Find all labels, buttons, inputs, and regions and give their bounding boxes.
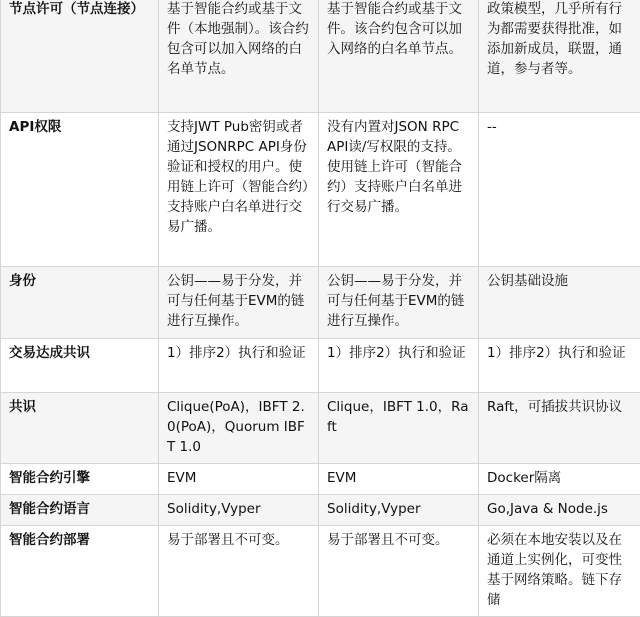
feature-cell: 共识	[1, 393, 159, 464]
table-row	[1, 0, 640, 113]
table-cell: Raft，可插拔共识协议	[479, 393, 640, 464]
feature-cell: 节点许可（节点连接）	[1, 0, 159, 113]
table-cell: 必须在本地安装以及在通道上实例化，可变性基于网络策略。链下存储	[479, 526, 640, 617]
table-cell: 1）排序2）执行和验证	[479, 339, 640, 393]
comparison-table-body	[1, 0, 640, 617]
table-cell: Clique(PoA)，IBFT 2.0(PoA)，Quorum IBFT 1.0	[159, 393, 319, 464]
table-row	[1, 339, 640, 393]
feature-cell: 身份	[1, 267, 159, 339]
table-cell: 易于部署且不可变。	[159, 526, 319, 617]
table-cell: 公钥——易于分发，并可与任何基于EVM的链进行互操作。	[159, 267, 319, 339]
table-cell: 公钥——易于分发，并可与任何基于EVM的链进行互操作。	[319, 267, 479, 339]
table-cell: Clique，IBFT 1.0，Raft	[319, 393, 479, 464]
table-row	[1, 267, 640, 339]
table-cell: Solidity,Vyper	[319, 495, 479, 526]
table-cell: 公钥基础设施	[479, 267, 640, 339]
table-cell: 易于部署且不可变。	[319, 526, 479, 617]
table-row	[1, 495, 640, 526]
table-row	[1, 526, 640, 617]
table-cell: EVM	[159, 464, 319, 495]
table-cell: Docker隔离	[479, 464, 640, 495]
feature-cell: API权限	[1, 113, 159, 267]
feature-cell: 智能合约引擎	[1, 464, 159, 495]
table-row	[1, 113, 640, 267]
table-cell: 1）排序2）执行和验证	[159, 339, 319, 393]
table-cell: 1）排序2）执行和验证	[319, 339, 479, 393]
table-cell: 没有内置对JSON RPC API读/写权限的支持。使用链上许可（智能合约）支持账户白名单进行交易广播。	[319, 113, 479, 267]
table-cell: Solidity,Vyper	[159, 495, 319, 526]
feature-cell: 交易达成共识	[1, 339, 159, 393]
table-cell: 基于智能合约或基于文件。该合约包含可以加入网络的白名单节点。	[319, 0, 479, 113]
table-row	[1, 393, 640, 464]
table-cell: Go,Java & Node.js	[479, 495, 640, 526]
table-cell: 基于智能合约或基于文件（本地强制）。该合约包含可以加入网络的白名单节点。	[159, 0, 319, 113]
table-cell: 支持JWT Pub密钥或者通过JSONRPC API身份验证和授权的用户。使用链上许可（智能合约）支持账户白名单进行交易广播。	[159, 113, 319, 267]
table-cell: EVM	[319, 464, 479, 495]
table-row	[1, 464, 640, 495]
feature-cell: 智能合约语言	[1, 495, 159, 526]
feature-cell: 智能合约部署	[1, 526, 159, 617]
table-cell: 政策模型，几乎所有行为都需要获得批准，如添加新成员，联盟，通道，参与者等。	[479, 0, 640, 113]
table-cell: --	[479, 113, 640, 267]
